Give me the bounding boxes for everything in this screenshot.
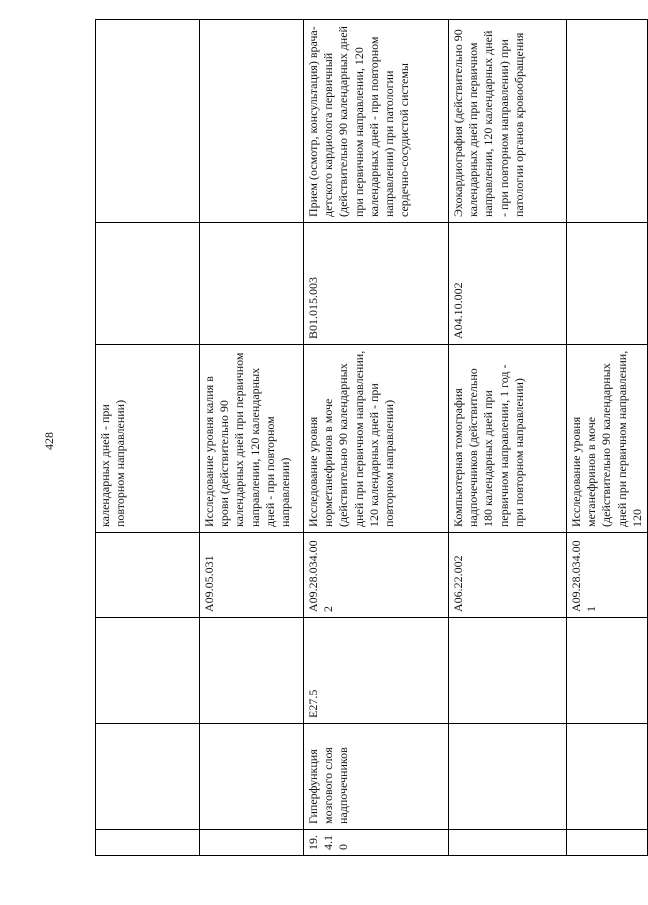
row-mkb bbox=[567, 618, 648, 724]
row-code bbox=[96, 830, 200, 856]
row-code bbox=[567, 830, 648, 856]
row-diagnosis bbox=[200, 724, 304, 830]
table-row bbox=[96, 20, 200, 856]
rotated-table-wrapper bbox=[95, 20, 644, 856]
row-service-description: Компьютерная томография надпочечников (действительно 180 календарных дней при первичном направлении, 1 год - при повторном направлении) bbox=[449, 345, 567, 533]
row-code bbox=[449, 830, 567, 856]
row-mkb bbox=[200, 618, 304, 724]
row-service-code bbox=[96, 533, 200, 618]
row-mkb bbox=[449, 618, 567, 724]
row-diagnosis bbox=[567, 724, 648, 830]
row-mkb bbox=[96, 618, 200, 724]
row-consult-description: Прием (осмотр, консультация) врача-детского кардиолога первичный (действительно 90 календарных дней при первичном направлении, 120 календарных дней - при повторном направлении) при патологии сердечно-сосудистой системы bbox=[304, 20, 449, 223]
row-service-description: Исследование уровня калия в крови (действительно 90 календарных дней при первичном направлении, 120 календарных дней - при повторном направлении) bbox=[200, 345, 304, 533]
row-consult-description bbox=[200, 20, 304, 223]
table-row bbox=[449, 20, 567, 856]
table-row bbox=[304, 20, 449, 856]
row-consult-code bbox=[200, 223, 304, 345]
row-code bbox=[200, 830, 304, 856]
row-consult-description: Эхокардиография (действительно 90 календарных дней при первичном направлении, 120 календарных дней - при повторном направлении) при патологии органов кровообращения bbox=[449, 20, 567, 223]
document-sheet bbox=[95, 20, 644, 856]
table-row bbox=[567, 20, 648, 856]
row-consult-description bbox=[567, 20, 648, 223]
row-mkb: E27.5 bbox=[304, 618, 449, 724]
row-consult-code: A04.10.002 bbox=[449, 223, 567, 345]
row-service-description: Исследование уровня метанефринов в моче (действительно 90 календарных дней при первичном направлении, 120 bbox=[567, 345, 648, 533]
row-consult-code bbox=[567, 223, 648, 345]
row-consult-description bbox=[96, 20, 200, 223]
row-service-code: A09.28.034.002 bbox=[304, 533, 449, 618]
row-diagnosis: Гиперфункция мозгового слоя надпочечников bbox=[304, 724, 449, 830]
row-code: 19.4.10 bbox=[304, 830, 449, 856]
row-service-code: A09.28.034.001 bbox=[567, 533, 648, 618]
medical-services-table bbox=[95, 19, 648, 856]
row-service-description: календарных дней - при повторном направлении) bbox=[96, 345, 200, 533]
row-service-code: A09.05.031 bbox=[200, 533, 304, 618]
table-row bbox=[200, 20, 304, 856]
row-diagnosis bbox=[96, 724, 200, 830]
row-service-code: A06.22.002 bbox=[449, 533, 567, 618]
row-service-description: Исследование уровня норметанефринов в моче (действительно 90 календарных дней при первичном направлении, 120 календарных дней - при повторном направлении) bbox=[304, 345, 449, 533]
row-diagnosis bbox=[449, 724, 567, 830]
row-consult-code bbox=[96, 223, 200, 345]
page-number: 428 bbox=[42, 432, 56, 450]
row-consult-code: B01.015.003 bbox=[304, 223, 449, 345]
